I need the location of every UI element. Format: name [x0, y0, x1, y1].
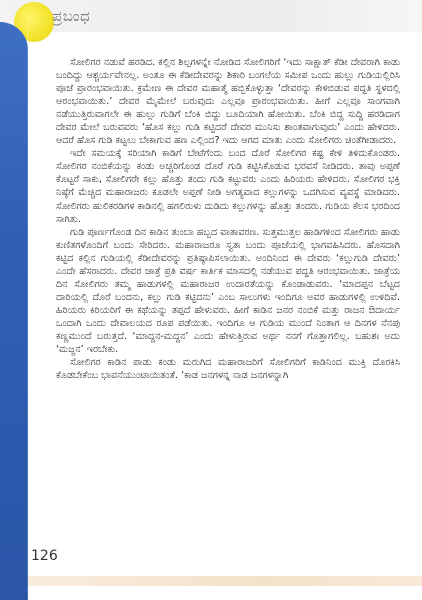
page-number: 126 [31, 548, 58, 564]
body-text [56, 56, 400, 382]
paragraph: ಸೋಲಿಗರ ನಡುವೆ ಹರಡಿದ. ಕಲ್ಲಿನ ಶಿಲ್ಪಗಳನ್ನೇ ನೋಡಿದ ಸೋಲಿಗರಿಗೆ ‘ಇದು ಸಾಕ್ಷಾತ್ ಕೆಡೀ ದೇವರಾಗಿ ಕಾಡು ಬಂದಿದ್ದು ಆಶ್ಚರ್ಯವೇನಲ್ಲ. ಅಂತೂ ಈ ಕೆಡೀದೇವರನ್ನು ಶಿಕಾರಿ ಬಂಗಲೆಯ ಸಮೀಪ ಒಂದು ಹುಲ್ಲು ಗುಡಿಯಲ್ಲಿರಿಸಿ ಪೂಜೆ ಪ್ರಾರಂಭವಾಯಿತು. ಕ್ರಮೇಣ ಈ ದೇವರ ಮಹಾತ್ಮೆ ಹಬ್ಬಿಕೊಳ್ಳುತ್ತಾ ‘ದೇವರನ್ನು ಕೇಳಿಬಿಡುವ ಪದ್ಧತಿ ಸ್ಥಳದಲ್ಲಿ ಆರಂಭವಾಯಿತು.’ ದೇವರ ಮೈಮೇಲೆ ಬರುವುದು ಎಲ್ಲವೂ ಪ್ರಾರಂಭವಾಯಿತು. ಹೀಗೆ ಎಲ್ಲವೂ ಸಾಂಗವಾಗಿ ನಡೆಯುತ್ತಿರುವಾಗಲೇ ಈ ಹುಲ್ಲು ಗುಡಿಗೆ ಬೆಂಕಿ ಬಿದ್ದು ಬೂದಿಯಾಗಿ ಹೋಯಿತು. ಬೆಂಕಿ ಬಿದ್ದ ಸುದ್ದಿ ಹರಡಿದಾಗ ದೇವರ ಮೇಲೆ ಬರುವವರು ‘ಹೊಸ ಕಲ್ಲು ಗುಡಿ ಕಟ್ಟಿದರೆ ದೇವರ ಮುನಿಸು ಶಾಂತವಾಗುವುದು’ ಎಂದು ಹೇಳಿದರು. ಆದರೆ ಹೊಸ ಗುಡಿ ಕಟ್ಟಲು ಬೇಕಾಗುವ ಹಣ ಎಲ್ಲಿಂದ? ಇದು ಆಗದ ಮಾತು ಎಂದು ಸೋಲಿಗರು ಚಿಂತೆಗೀಡಾದರು. [56, 57, 400, 147]
side-decoration-strip [0, 22, 28, 600]
paragraph: ಗುಡಿ ಪೂರ್ಣಗೊಂಡ ದಿನ ಕಾಡಿನ ತುಂಬಾ ಹಬ್ಬದ ವಾತಾವರಣ. ಸುತ್ತಮುತ್ತಲ ಹಾಡಿಗಳಿಂದ ಸೋಲಿಗರು ಹಾಡು ಕುಣಿತಗಳೊಂದಿಗೆ ಬಂದು ಸೇರಿದರು. ಮಹಾರಾಜರೂ ಸ್ವತಃ ಬಂದು ಪೂಜೆಯಲ್ಲಿ ಭಾಗವಹಿಸಿದರು. ಹೊಸದಾಗಿ ಕಟ್ಟಿದ ಕಲ್ಲಿನ ಗುಡಿಯಲ್ಲಿ ಕೆಡೀದೇವರನ್ನು ಪ್ರತಿಷ್ಠಾಪಿಸಲಾಯಿತು. ಅಂದಿನಿಂದ ಈ ದೇವರು ‘ಕಲ್ಲುಗುಡಿ ದೇವರು’ ಎಂದೇ ಹೆಸರಾದರು. ದೇವರ ಜಾತ್ರೆ ಪ್ರತಿ ವರ್ಷ ಕಾರ್ತಿಕ ಮಾಸದಲ್ಲಿ ನಡೆಯುವ ಪದ್ಧತಿ ಆರಂಭವಾಯಿತು. ಜಾತ್ರೆಯ ದಿನ ಸೋಲಿಗರು ತಮ್ಮ ಹಾಡುಗಳಲ್ಲಿ ಮಹಾರಾಜರ ಉದಾರತೆಯನ್ನು ಕೊಂಡಾಡುವರು. ‘ಮಾದಪ್ಪನ ಬೆಟ್ಟದ ದಾರಿಯಲ್ಲಿ ದೊರೆ ಬಂದನು, ಕಲ್ಲು ಗುಡಿ ಕಟ್ಟಿದನು’ ಎಂಬ ಸಾಲುಗಳು ಇಂದಿಗೂ ಅವರ ಹಾಡುಗಳಲ್ಲಿ ಉಳಿದಿವೆ. ಹಿರಿಯರು ಕಿರಿಯರಿಗೆ ಈ ಕಥೆಯನ್ನು ತಪ್ಪದೆ ಹೇಳುವರು. ಹೀಗೆ ಕಾಡಿನ ಜನರ ನಂಬಿಕೆ ಮತ್ತು ರಾಜನ ಔದಾರ್ಯ ಒಂದಾಗಿ ಒಂದು ದೇವಾಲಯದ ರೂಪ ಪಡೆಯಿತು. ಇಂದಿಗೂ ಆ ಗುಡಿಯ ಮುಂದೆ ನಿಂತಾಗ ಆ ದಿನಗಳ ನೆನಪು ಕಣ್ಣಮುಂದೆ ಬರುತ್ತದೆ. ‘ಮಾದ್ದನ-ಮದ್ದನ’ ಎಂದು ಹೇಳುತ್ತಿರುವ ಅರ್ಥ ನನಗೆ ಗೊತ್ತಾಗಲಿಲ್ಲ. ಬಹುಶಃ ಅದು ‘ಮಜ್ಜನ’ ಇರಬೇಕು. [56, 226, 400, 356]
paragraph: ಇದೇ ಸಮಯಕ್ಕೆ ಸರಿಯಾಗಿ ಕಾಡಿಗೆ ಬೇಟೆಗೆಂದು ಬಂದ ದೊರೆ ಸೋಲಿಗರ ಕಷ್ಟ ಕೇಳಿ ತಿಳಿದುಕೊಂಡರು. ಸೋಲಿಗರ ನಂಬಿಕೆಯನ್ನು ಕಂಡು ಅಚ್ಚರಿಗೊಂಡ ದೊರೆ ಗುಡಿ ಕಟ್ಟಿಸಿಕೊಡುವ ಭರವಸೆ ನೀಡಿದರು. ತಾವು ಅಪ್ಪಣೆ ಕೊಟ್ಟರೆ ಸಾಕು, ಸೋಲಿಗರೇ ಕಲ್ಲು ಹೊತ್ತು ತಂದು ಗುಡಿ ಕಟ್ಟುವರು ಎಂದು ಹಿರಿಯರು ಹೇಳಿದರು. ಸೋಲಿಗರ ಭಕ್ತಿ ನಿಷ್ಠೆಗೆ ಮೆಚ್ಚಿದ ಮಹಾರಾಜರು ಕೂಡಲೇ ಅಪ್ಪಣೆ ನೀಡಿ ಅಗತ್ಯವಾದ ಕಲ್ಲುಗಳನ್ನು ಒದಗಿಸುವ ವ್ಯವಸ್ಥೆ ಮಾಡಿದರು. ಸೋಲಿಗರು ಹುಲಿಕರಡಿಗಳ ಕಾಡಿನಲ್ಲಿ ಹಗಲಿರುಳು ದುಡಿದು ಕಲ್ಲುಗಳನ್ನು ಹೊತ್ತು ತಂದರು. ಗುಡಿಯ ಕೆಲಸ ಭರದಿಂದ ಸಾಗಿತು. [56, 148, 400, 225]
footer-decoration [28, 576, 422, 586]
paragraph: ಸೋಲಿಗರ ಕಾಡಿನ ಪಾಡು ಕಂಡು ಮರುಗಿದ ಮಹಾರಾಜರಿಗೆ ಸೋಲಿಗರಿಗೆ ಕಾಡಿನಿಂದ ಮುಕ್ತಿ ದೊರಕಿಸಿ ಕೊಡಬೇಕೆಂಬ ಭಾವನೆಯುಂಟಾಯಿತಂತೆ. ‘ಕಾಡ ಜನಗಳನ್ನ ನಾಡ ಜನಗಳನ್ನಾಗಿ [56, 357, 400, 382]
chapter-title: ಪ್ರಬಂಧ [52, 7, 91, 25]
